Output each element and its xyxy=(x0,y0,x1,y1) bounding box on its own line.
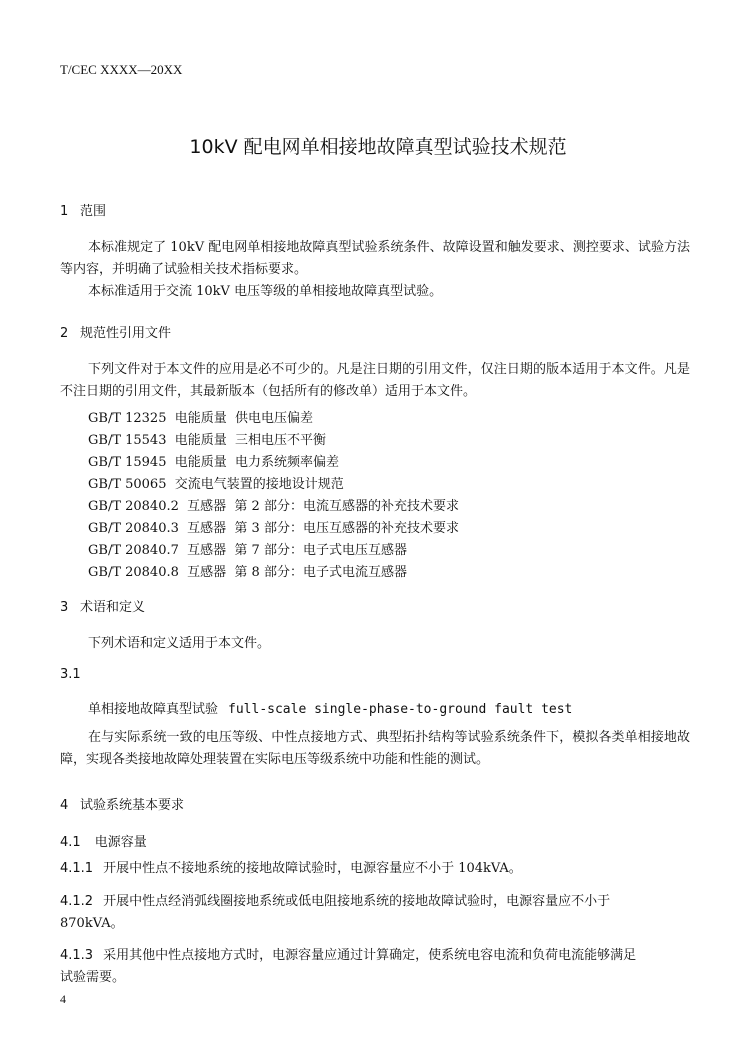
reference-item: GB/T 20840.2 互感器 第 2 部分：电流互感器的补充技术要求 xyxy=(88,499,459,514)
section-number: 2 xyxy=(60,326,69,341)
paragraph: 下列术语和定义适用于本文件。 xyxy=(88,636,271,651)
clause-number: 4.1.3 xyxy=(60,948,94,963)
section-title: 规范性引用文件 xyxy=(80,326,172,341)
section-heading-4 xyxy=(60,794,184,813)
section-heading-2 xyxy=(60,322,171,341)
term-chinese: 单相接地故障真型试验 xyxy=(88,702,219,717)
clause-number: 4.1.2 xyxy=(60,894,94,909)
header-code: T/CEC XXXX—20XX xyxy=(60,62,183,77)
paragraph: 本标准适用于交流 10kV 电压等级的单相接地故障真型试验。 xyxy=(88,284,443,299)
reference-item: GB/T 50065 交流电气装置的接地设计规范 xyxy=(88,477,344,492)
subsection-title: 电源容量 xyxy=(94,835,147,850)
clause-continuation: 试验需要。 xyxy=(60,970,126,985)
term-entry xyxy=(88,698,572,717)
clause-number: 4.1.1 xyxy=(60,861,94,876)
term-english: full-scale single-phase-to-ground fault test xyxy=(228,702,573,717)
section-title: 术语和定义 xyxy=(80,600,146,615)
subsection-number: 4.1 xyxy=(60,835,81,850)
section-number: 4 xyxy=(60,798,69,813)
reference-item: GB/T 20840.7 互感器 第 7 部分：电子式电压互感器 xyxy=(88,543,407,558)
section-number: 3 xyxy=(60,600,69,615)
reference-item: GB/T 15543 电能质量 三相电压不平衡 xyxy=(88,433,327,448)
section-heading-3 xyxy=(60,596,145,615)
clause-4-1-1 xyxy=(60,858,690,880)
clause-text: 采用其他中性点接地方式时，电源容量应通过计算确定，使系统电容电流和负荷电流能够满足 xyxy=(103,948,637,963)
term-number: 3.1 xyxy=(60,667,81,682)
reference-item: GB/T 20840.8 互感器 第 8 部分：电子式电流互感器 xyxy=(88,565,407,580)
subsection-heading xyxy=(60,831,147,850)
clause-continuation: 870kVA。 xyxy=(60,916,124,931)
paragraph: 下列文件对于本文件的应用是必不可少的。凡是注日期的引用文件，仅注日期的版本适用于本文件。凡是不注日期的引用文件，其最新版本（包括所有的修改单）适用于本文件。 xyxy=(60,362,690,399)
clause-4-1-2 xyxy=(60,891,690,935)
section-number: 1 xyxy=(60,204,69,219)
section-title: 试验系统基本要求 xyxy=(80,798,185,813)
term-definition: 在与实际系统一致的电压等级、中性点接地方式、典型拓扑结构等试验系统条件下，模拟各类单相接地故障，实现各类接地故障处理装置在实际电压等级系统中功能和性能的测试。 xyxy=(60,730,690,767)
clause-text: 开展中性点不接地系统的接地故障试验时，电源容量应不小于 104kVA。 xyxy=(103,861,522,876)
clause-4-1-3 xyxy=(60,945,690,989)
reference-item: GB/T 15945 电能质量 电力系统频率偏差 xyxy=(88,455,340,470)
page-number: 4 xyxy=(60,992,66,1006)
reference-item: GB/T 20840.3 互感器 第 3 部分：电压互感器的补充技术要求 xyxy=(88,521,459,536)
document-title: 10kV 配电网单相接地故障真型试验技术规范 xyxy=(189,136,567,158)
clause-text: 开展中性点经消弧线圈接地系统或低电阻接地系统的接地故障试验时，电源容量应不小于 xyxy=(103,894,611,909)
paragraph: 本标准规定了 10kV 配电网单相接地故障真型试验系统条件、故障设置和触发要求、测控要求、试验方法等内容，并明确了试验相关技术指标要求。 xyxy=(60,240,690,277)
section-heading-1 xyxy=(60,200,106,219)
reference-item: GB/T 12325 电能质量 供电电压偏差 xyxy=(88,411,314,426)
section-title: 范围 xyxy=(80,204,107,219)
